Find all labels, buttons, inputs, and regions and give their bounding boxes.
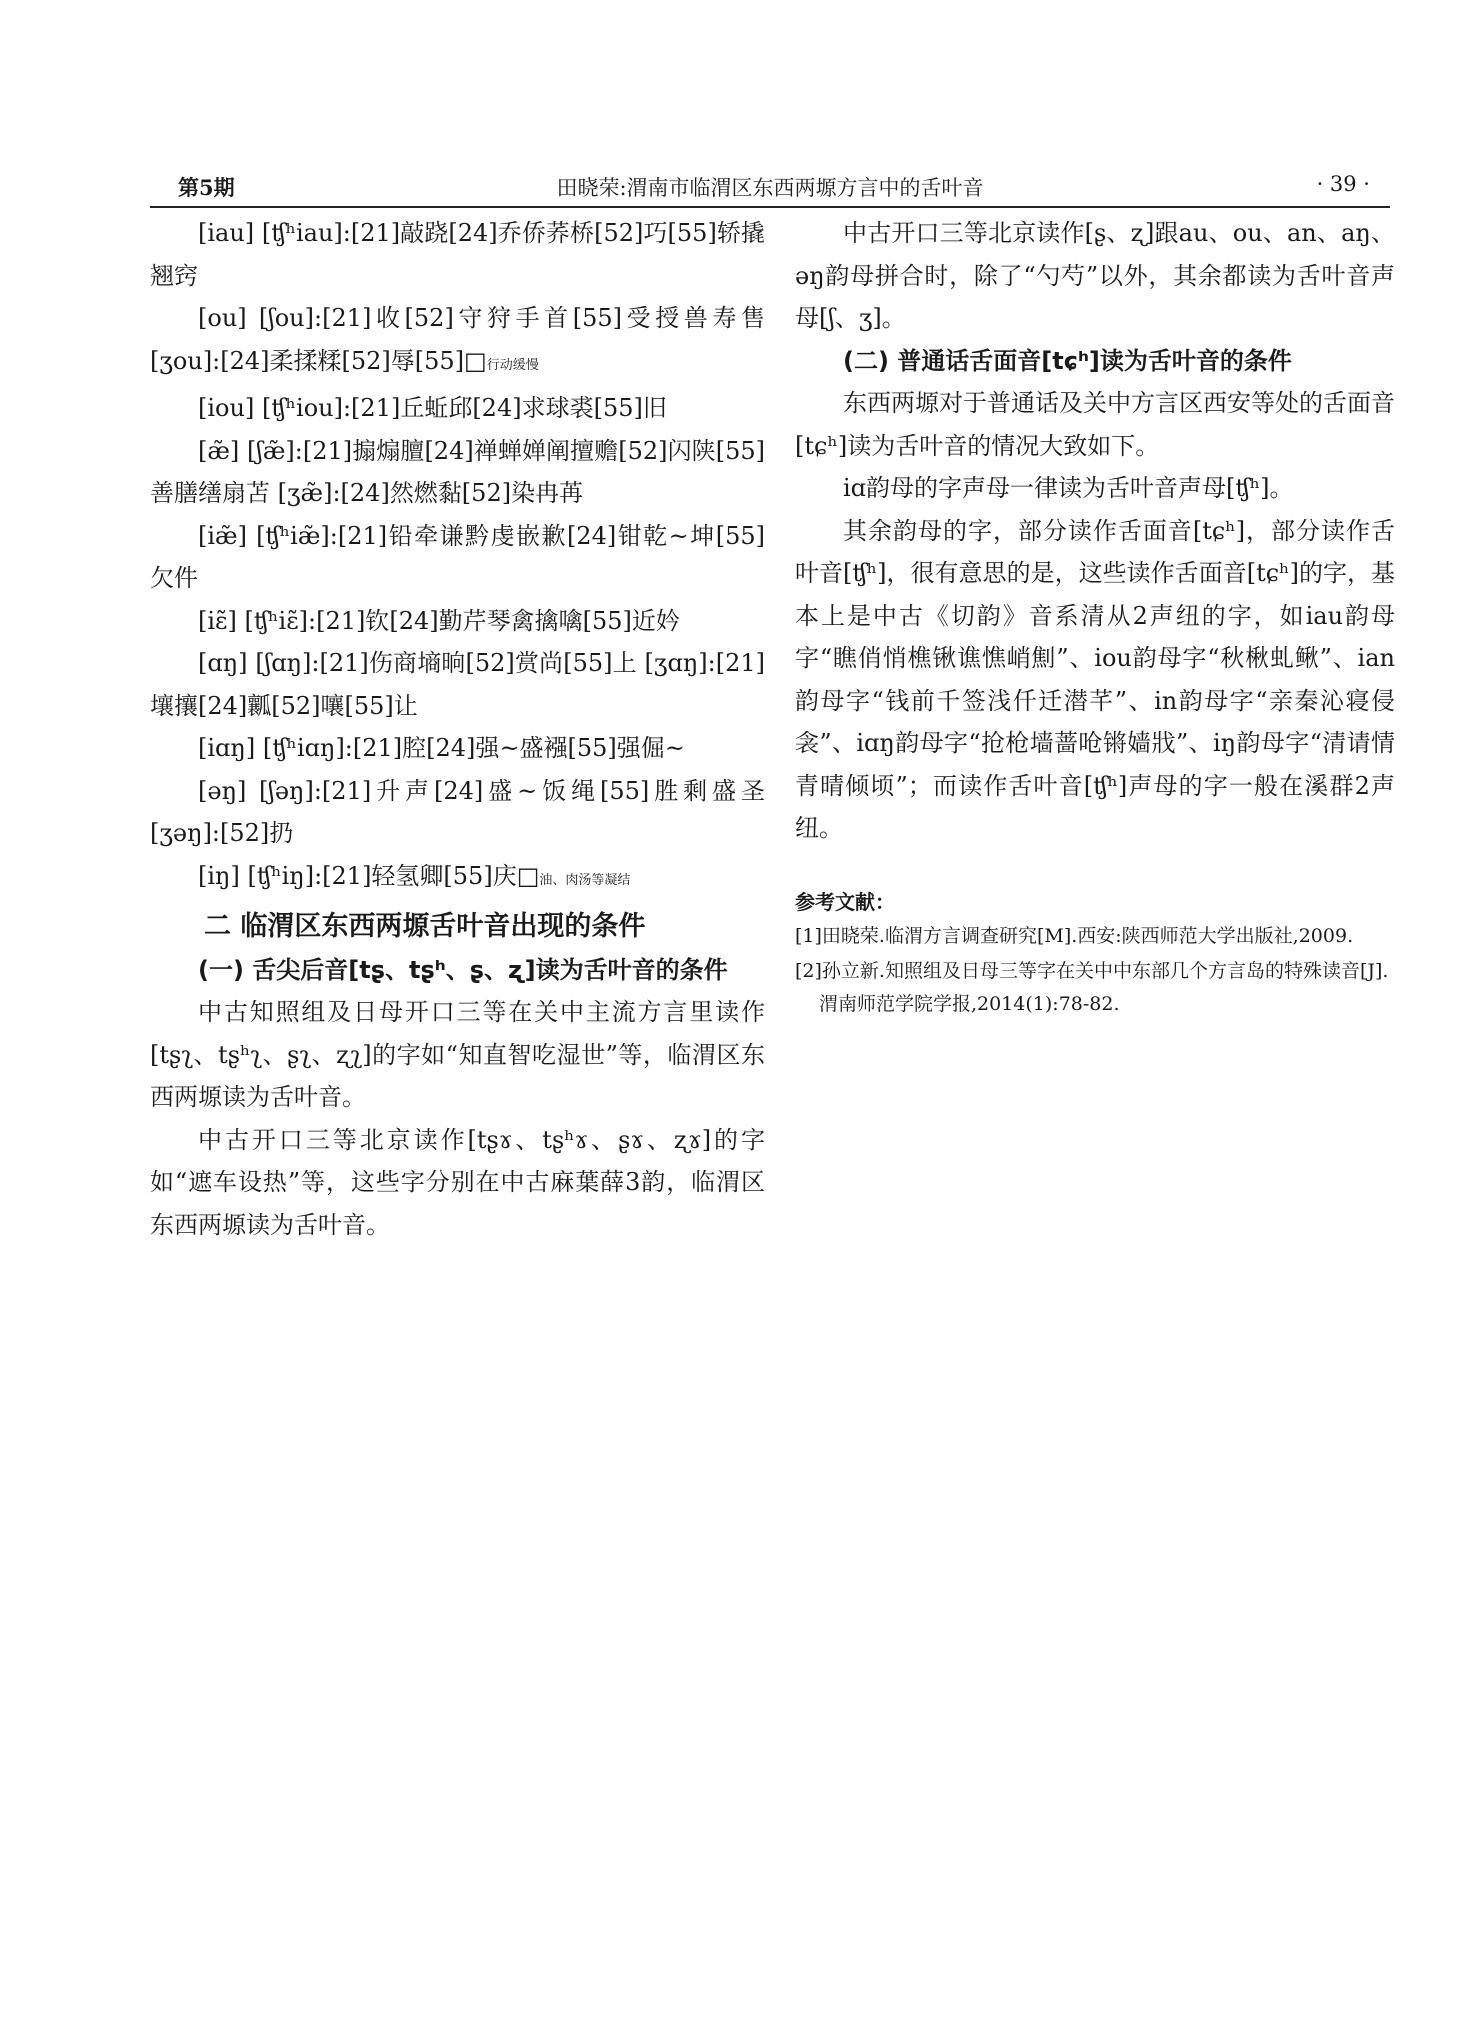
text: [iŋ] [ʧʰiŋ]:[21]轻氢卿[55]庆□ [198, 861, 540, 890]
heading-11 [150, 906, 765, 949]
text: [iau] [ʧʰiau]:[21]敲跷[24]乔侨荞桥[52]巧[55]轿撬翘窍 [150, 219, 765, 290]
paragraph-4 [795, 467, 1395, 510]
text: 其余韵母的字，部分读作舌面音[tɕʰ]，部分读作舌叶音[ʧʰ]，很有意思的是，这些读作舌面音[tɕʰ]的字，基本上是中古《切韵》音系清从2声纽的字，如iau韵母字“瞧俏悄樵锹谯憔峭劁”、iou韵母字“秋楸虬鳅”、ian韵母字“钱前千签浅仟迁潜芊”、in韵母字“亲秦沁寝侵衾”、iɑŋ韵母字“抢枪墙蔷呛锵嫱戕”、iŋ韵母字“清请情青晴倾顷”；而读作舌叶音[ʧʰ]声母的字一般在溪群2声纽。 [795, 516, 1395, 842]
text: [iɛ̃] [ʧʰiɛ̃]:[21]钦[24]勤芹琴禽擒噙[55]近妗 [198, 606, 680, 635]
paragraph-9 [150, 770, 765, 855]
running-header [150, 166, 1390, 208]
text: [æ̃] [ʃæ̃]:[21]搧煽膻[24]禅蝉婵阐擅赡[52]闪陕[55]善膳缮扇苫 [ʒæ̃]:[24]然燃黏[52]染冉苒 [150, 436, 765, 507]
paragraph-13 [150, 991, 765, 1119]
text: [ɑŋ] [ʃɑŋ]:[21]伤商墒晌[52]赏尚[55]上 [ʒɑŋ]:[21]壤攘[24]瓤[52]嚷[55]让 [150, 649, 765, 720]
right-column-body [795, 212, 1395, 850]
running-title: 田晓荣:渭南市临渭区东西两塬方言中的舌叶音 [556, 176, 984, 200]
text: [iou] [ʧʰiou]:[21]丘蚯邱[24]求球裘[55]旧 [198, 394, 667, 422]
paragraph-5 [150, 515, 765, 600]
paragraph-4 [150, 430, 765, 515]
reference-1: [1]田晓荣.临渭方言调查研究[M].西安:陕西师范大学出版社,2009. [795, 924, 1354, 947]
text: [əŋ] [ʃəŋ]:[21]升声[24]盛~饭绳[55]胜剩盛圣[ʒəŋ]:[52]扔 [150, 776, 765, 847]
text: [ou] [ʃou]:[21]收[52]守狩手首[55]受授兽寿售[ʒou]:[24]柔揉糅[52]辱[55]□ [150, 304, 765, 375]
text: [iæ̃] [ʧʰiæ̃]:[21]铅牵谦黔虔嵌歉[24]钳乾~坤[55]欠件 [150, 521, 765, 592]
paragraph-1 [150, 212, 765, 297]
text: 中古开口三等北京读作[ʂ、ʐ]跟au、ou、an、aŋ、əŋ韵母拼合时，除了“勺芍”以外，其余都读为舌叶音声母[ʃ、ʒ]。 [795, 219, 1395, 332]
gloss-note: 行动缓慢 [486, 357, 539, 373]
heading-2 [795, 340, 1395, 383]
right-column [795, 212, 1395, 1021]
paragraph-1 [795, 212, 1395, 340]
gloss-note: 油、肉汤等凝结 [539, 872, 631, 888]
reference-2: [2]孙立新.知照组及日母三等字在关中中东部几个方言岛的特殊读音[J].渭南师范学院学报,2014(1):78-82. [795, 959, 1389, 1015]
text: 东西两塬对于普通话及关中方言区西安等处的舌面音[tɕʰ]读为舌叶音的情况大致如下。 [795, 389, 1395, 460]
heading-12 [150, 949, 765, 992]
paragraph-10 [150, 855, 765, 903]
text: (一) 舌尖后音[tʂ、tʂʰ、ʂ、ʐ]读为舌叶音的条件 [198, 955, 728, 984]
text: 二 临渭区东西两塬舌叶音出现的条件 [204, 911, 646, 942]
page-number: · 39 · [1316, 172, 1370, 196]
text: 中古知照组及日母开口三等在关中主流方言里读作[tʂʅ、tʂʰʅ、ʂʅ、ʐʅ]的字如“知直智吃湿世”等，临渭区东西两塬读为舌叶音。 [150, 998, 765, 1111]
paragraph-5 [795, 510, 1395, 850]
references-title: 参考文献： [795, 889, 895, 914]
text: iɑ韵母的字声母一律读为舌叶音声母[ʧʰ]。 [843, 474, 1294, 502]
paragraph-8 [150, 727, 765, 770]
paragraph-14 [150, 1119, 765, 1247]
paragraph-3 [150, 387, 765, 430]
left-column [150, 212, 765, 1246]
issue-number: 第5期 [178, 175, 235, 200]
paragraph-3 [795, 382, 1395, 467]
text: [iɑŋ] [ʧʰiɑŋ]:[21]腔[24]强~盛襁[55]强倔~ [198, 734, 685, 762]
text: (二) 普通话舌面音[tɕʰ]读为舌叶音的条件 [843, 346, 1292, 375]
paragraph-2 [150, 297, 765, 387]
text: 中古开口三等北京读作[tʂɤ、tʂʰɤ、ʂɤ、ʐɤ]的字如“遮车设热”等，这些字分别在中古麻葉薛3韵，临渭区东西两塬读为舌叶音。 [150, 1125, 765, 1239]
paragraph-7 [150, 642, 765, 727]
paragraph-6 [150, 600, 765, 643]
